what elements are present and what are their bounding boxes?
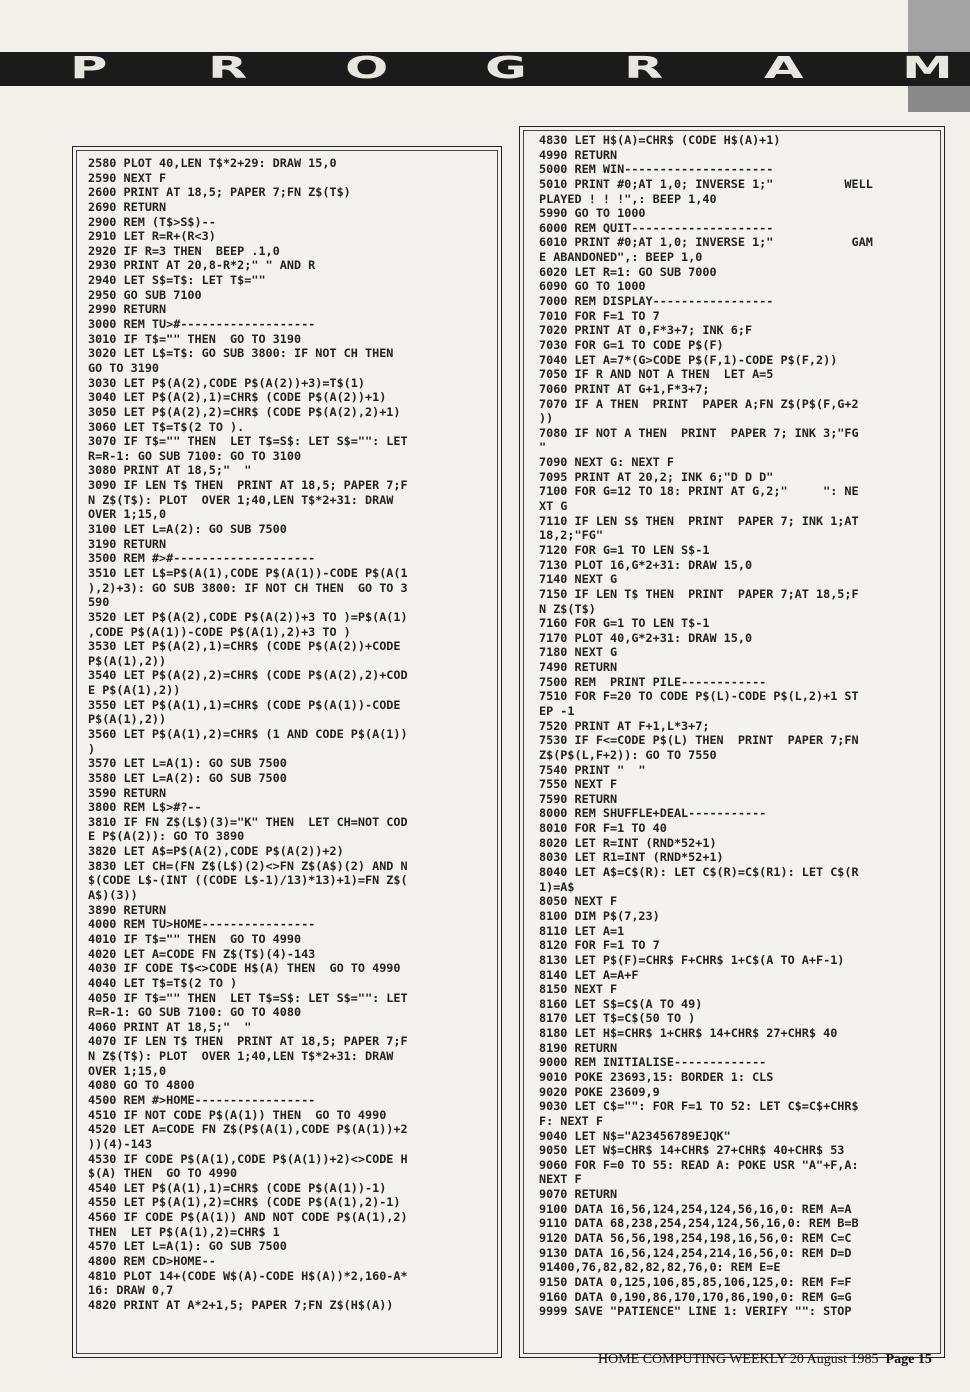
code-line: 3190 RETURN xyxy=(88,536,167,551)
code-line: 3560 LET P$(A(1),2)=CHR$ (1 AND CODE P$(A(1)) xyxy=(88,726,408,741)
left-program-listing xyxy=(88,156,408,1313)
code-line: )) xyxy=(539,411,554,426)
code-line: 9130 DATA 16,56,124,254,214,16,56,0: REM D=D xyxy=(539,1245,852,1260)
code-line: 3540 LET P$(A(2),2)=CHR$ (CODE P$(A(2),2)+COD xyxy=(88,668,408,683)
banner-letter: A xyxy=(764,51,804,86)
code-line: 9100 DATA 16,56,124,254,124,56,16,0: REM A=A xyxy=(539,1201,852,1216)
code-line: 4550 LET P$(A(1),2)=CHR$ (CODE P$(A(1),2)-1) xyxy=(88,1195,401,1210)
code-line: 9120 DATA 56,56,198,254,198,16,56,0: REM C=C xyxy=(539,1231,852,1246)
page-footer xyxy=(598,1352,932,1368)
code-line: 7510 FOR F=20 TO CODE P$(L)-CODE P$(L,2)+1 ST xyxy=(539,689,859,704)
code-line: 7050 IF R AND NOT A THEN LET A=5 xyxy=(539,367,774,382)
code-line: 8000 REM SHUFFLE+DEAL----------- xyxy=(539,806,767,821)
code-line: 4080 GO TO 4800 xyxy=(88,1078,195,1093)
code-line: 7500 REM PRINT PILE------------ xyxy=(539,674,767,689)
code-line: EP -1 xyxy=(539,703,575,718)
code-line: 4510 IF NOT CODE P$(A(1)) THEN GO TO 4990 xyxy=(88,1107,387,1122)
code-line: 2910 LET R=R+(R<3) xyxy=(88,229,216,244)
code-line: 9050 LET W$=CHR$ 14+CHR$ 27+CHR$ 40+CHR$ 53 xyxy=(539,1143,845,1158)
code-line: 4070 IF LEN T$ THEN PRINT AT 18,5; PAPER 7;F xyxy=(88,1034,408,1049)
code-line: 9020 POKE 23609,9 xyxy=(539,1084,660,1099)
code-line: 1)=A$ xyxy=(539,879,575,894)
code-line: 3890 RETURN xyxy=(88,902,167,917)
code-line: 8040 LET A$=C$(R): LET C$(R)=C$(R1): LET C$(R xyxy=(539,865,859,880)
banner-letter: P xyxy=(70,51,108,86)
code-line: XT G xyxy=(539,499,568,514)
code-line: 3040 LET P$(A(2),1)=CHR$ (CODE P$(A(2))+1) xyxy=(88,390,387,405)
program-banner xyxy=(0,52,970,86)
code-line: ) xyxy=(88,741,96,756)
code-line: P$(A(1),2)) xyxy=(88,712,167,727)
code-line: 2920 IF R=3 THEN BEEP .1,0 xyxy=(88,243,280,258)
code-line: 4540 LET P$(A(1),1)=CHR$ (CODE P$(A(1))-1) xyxy=(88,1180,387,1195)
code-line: PLAYED ! ! !",: BEEP 1,40 xyxy=(539,191,717,206)
code-line: 2930 PRINT AT 20,8-R*2;" " AND R xyxy=(88,258,316,273)
code-line: 4010 IF T$="" THEN GO TO 4990 xyxy=(88,931,302,946)
page-number: Page 15 xyxy=(885,1352,932,1367)
code-line: N Z$(T$) xyxy=(539,601,596,616)
code-line: 7130 PLOT 16,G*2+31: DRAW 15,0 xyxy=(539,557,753,572)
code-line: 8020 LET R=INT (RND*52+1) xyxy=(539,835,717,850)
code-line: R=R-1: GO SUB 7100: GO TO 3100 xyxy=(88,448,302,463)
code-line: 8120 FOR F=1 TO 7 xyxy=(539,938,660,953)
page-tab-marker-light xyxy=(908,0,970,52)
code-line: 7140 NEXT G xyxy=(539,572,618,587)
code-line: 2990 RETURN xyxy=(88,302,167,317)
code-line: 8190 RETURN xyxy=(539,1040,618,1055)
code-line: OVER 1;15,0 xyxy=(88,1063,167,1078)
code-line: 18,2;"FG" xyxy=(539,528,603,543)
code-line: 3050 LET P$(A(2),2)=CHR$ (CODE P$(A(2),2)+1) xyxy=(88,404,401,419)
code-line: 7070 IF A THEN PRINT PAPER A;FN Z$(P$(F,G+2 xyxy=(539,396,859,411)
code-line: 8140 LET A=A+F xyxy=(539,967,639,982)
code-line: 9060 FOR F=0 TO 55: READ A: POKE USR "A"+F,A: xyxy=(539,1157,859,1172)
code-line: 7095 PRINT AT 20,2; INK 6;"D D D" xyxy=(539,469,774,484)
right-program-listing xyxy=(539,133,873,1319)
code-line: 4530 IF CODE P$(A(1),CODE P$(A(1))+2)<>CODE H xyxy=(88,1151,408,1166)
code-line: 4050 IF T$="" THEN LET T$=S$: LET S$="": LET xyxy=(88,990,408,1005)
banner-letter: R xyxy=(208,51,248,86)
code-line: 4830 LET H$(A)=CHR$ (CODE H$(A)+1) xyxy=(539,133,781,147)
code-line: 8050 NEXT F xyxy=(539,894,618,909)
code-line: 3070 IF T$="" THEN LET T$=S$: LET S$="": LET xyxy=(88,434,408,449)
code-line: 9010 POKE 23693,15: BORDER 1: CLS xyxy=(539,1070,774,1084)
code-line: 5990 GO TO 1000 xyxy=(539,206,646,221)
code-line: 6000 REM QUIT-------------------- xyxy=(539,220,774,235)
code-line: $(CODE L$-(INT ((CODE L$-1)/13)*13)+1)=FN Z$( xyxy=(88,873,408,888)
code-line: 7150 IF LEN T$ THEN PRINT PAPER 7;AT 18,5;F xyxy=(539,586,859,601)
code-line: 7160 FOR G=1 TO LEN T$-1 xyxy=(539,616,710,631)
code-line: 6090 GO TO 1000 xyxy=(539,279,646,294)
code-line: 8130 LET P$(F)=CHR$ F+CHR$ 1+C$(A TO A+F-1) xyxy=(539,952,845,967)
publication-info: HOME COMPUTING WEEKLY 20 August 1985 xyxy=(598,1352,879,1367)
code-line: NEXT F xyxy=(539,1172,582,1187)
code-line: 3500 REM #>#-------------------- xyxy=(88,551,316,566)
code-line: 16: DRAW 0,7 xyxy=(88,1283,174,1298)
code-line: 7110 IF LEN S$ THEN PRINT PAPER 7; INK 1;AT xyxy=(539,513,859,528)
code-line: 8160 LET S$=C$(A TO 49) xyxy=(539,996,703,1011)
code-line: 9160 DATA 0,190,86,170,170,86,190,0: REM G=G xyxy=(539,1289,852,1304)
code-line: 4800 REM CD>HOME-- xyxy=(88,1254,216,1269)
code-line: 4820 PRINT AT A*2+1,5; PAPER 7;FN Z$(H$(A)) xyxy=(88,1297,394,1312)
code-line: 7080 IF NOT A THEN PRINT PAPER 7; INK 3;"FG xyxy=(539,425,859,440)
code-line: R=R-1: GO SUB 7100: GO TO 4080 xyxy=(88,1005,302,1020)
code-line: OVER 1;15,0 xyxy=(88,507,167,522)
code-line: 3570 LET L=A(1): GO SUB 7500 xyxy=(88,756,287,771)
code-line: 590 xyxy=(88,595,110,610)
code-line: 4500 REM #>HOME----------------- xyxy=(88,1093,316,1107)
code-line: 9070 RETURN xyxy=(539,1187,618,1202)
code-line: 9150 DATA 0,125,106,85,85,106,125,0: REM F=F xyxy=(539,1274,852,1289)
code-line: 4570 LET L=A(1): GO SUB 7500 xyxy=(88,1239,287,1254)
code-line: 8110 LET A=1 xyxy=(539,923,625,938)
code-line: 4000 REM TU>HOME---------------- xyxy=(88,917,316,932)
code-line: 3550 LET P$(A(1),1)=CHR$ (CODE P$(A(1))-CODE xyxy=(88,697,401,712)
code-line: 3060 LET T$=T$(2 TO ). xyxy=(88,419,245,434)
code-line: 7530 IF F<=CODE P$(L) THEN PRINT PAPER 7;FN xyxy=(539,733,859,748)
code-line: 7060 PRINT AT G+1,F*3+7; xyxy=(539,381,710,396)
code-line: E ABANDONED",: BEEP 1,0 xyxy=(539,250,703,265)
banner-letter: O xyxy=(345,51,389,86)
code-line: 3010 IF T$="" THEN GO TO 3190 xyxy=(88,331,302,346)
code-line: 9110 DATA 68,238,254,254,124,56,16,0: REM B=B xyxy=(539,1216,859,1231)
code-line: 6010 PRINT #0;AT 1,0; INVERSE 1;" GAM xyxy=(539,235,873,250)
code-line: 7170 PLOT 40,G*2+31: DRAW 15,0 xyxy=(539,630,753,645)
code-line: 7490 RETURN xyxy=(539,660,618,675)
code-line: 4520 LET A=CODE FN Z$(P$(A(1),CODE P$(A(1))+2 xyxy=(88,1122,408,1137)
code-line: 7590 RETURN xyxy=(539,791,618,806)
code-line: 7020 PRINT AT 0,F*3+7; INK 6;F xyxy=(539,323,753,338)
banner-letter: R xyxy=(624,51,664,86)
code-line: 3090 IF LEN T$ THEN PRINT AT 18,5; PAPER 7;F xyxy=(88,478,408,493)
code-line: 3820 LET A$=P$(A(2),CODE P$(A(2))+2) xyxy=(88,844,344,859)
code-line: 3810 IF FN Z$(L$)(3)="K" THEN LET CH=NOT COD xyxy=(88,814,408,829)
code-line: 7030 FOR G=1 TO CODE P$(F) xyxy=(539,337,724,352)
code-line: 7100 FOR G=12 TO 18: PRINT AT G,2;" ": NE xyxy=(539,484,859,499)
code-line: 7120 FOR G=1 TO LEN S$-1 xyxy=(539,542,710,557)
code-line: 3080 PRINT AT 18,5;" " xyxy=(88,463,252,478)
code-line: ))(4)-143 xyxy=(88,1136,152,1151)
code-line: 2940 LET S$=T$: LET T$="" xyxy=(88,273,266,288)
code-line: 91400,76,82,82,82,82,76,0: REM E=E xyxy=(539,1260,781,1275)
code-line: P$(A(1),2)) xyxy=(88,653,167,668)
code-line: 6020 LET R=1: GO SUB 7000 xyxy=(539,264,717,279)
code-line: N Z$(T$): PLOT OVER 1;40,LEN T$*2+31: DRAW xyxy=(88,1049,394,1064)
code-line: 3100 LET L=A(2): GO SUB 7500 xyxy=(88,522,287,537)
code-line: 7000 REM DISPLAY----------------- xyxy=(539,294,774,309)
code-line: 8150 NEXT F xyxy=(539,982,618,997)
banner-letter: G xyxy=(485,51,527,86)
code-line: E P$(A(2)): GO TO 3890 xyxy=(88,829,245,844)
code-line: 4560 IF CODE P$(A(1)) AND NOT CODE P$(A(1),2) xyxy=(88,1210,408,1225)
code-line: 7550 NEXT F xyxy=(539,777,618,792)
code-line: 3030 LET P$(A(2),CODE P$(A(2))+3)=T$(1) xyxy=(88,375,365,390)
code-line: 3000 REM TU>#------------------- xyxy=(88,317,316,332)
code-line: 3510 LET L$=P$(A(1),CODE P$(A(1))-CODE P$(A(1 xyxy=(88,565,408,580)
code-line: 9030 LET C$="": FOR F=1 TO 52: LET C$=C$+CHR$ xyxy=(539,1099,859,1114)
code-line: 8010 FOR F=1 TO 40 xyxy=(539,821,667,836)
code-line: 2950 GO SUB 7100 xyxy=(88,287,202,302)
code-line: 9040 LET N$="A23456789EJQK" xyxy=(539,1128,731,1143)
code-line: 8030 LET R1=INT (RND*52+1) xyxy=(539,850,724,865)
code-line: 3580 LET L=A(2): GO SUB 7500 xyxy=(88,770,287,785)
code-line: 4810 PLOT 14+(CODE W$(A)-CODE H$(A))*2,160-A* xyxy=(88,1268,408,1283)
code-line: 4020 LET A=CODE FN Z$(T$)(4)-143 xyxy=(88,946,316,961)
code-line: 9000 REM INITIALISE------------- xyxy=(539,1055,767,1070)
code-line: 5000 REM WIN--------------------- xyxy=(539,162,774,177)
code-line: 8170 LET T$=C$(50 TO ) xyxy=(539,1011,696,1026)
code-line: 3590 RETURN xyxy=(88,785,167,800)
code-line: 7090 NEXT G: NEXT F xyxy=(539,455,674,470)
code-line: 3530 LET P$(A(2),1)=CHR$ (CODE P$(A(2))+CODE xyxy=(88,639,401,654)
code-line: 5010 PRINT #0;AT 1,0; INVERSE 1;" WELL xyxy=(539,176,873,191)
banner-letter: M xyxy=(902,51,953,86)
code-line: 3800 REM L$>#?-- xyxy=(88,800,202,815)
code-line: 7040 LET A=7*(G>CODE P$(F,1)-CODE P$(F,2)) xyxy=(539,352,838,367)
code-line: 4060 PRINT AT 18,5;" " xyxy=(88,1019,252,1034)
code-line: 7520 PRINT AT F+1,L*3+7; xyxy=(539,718,710,733)
code-line: $(A) THEN GO TO 4990 xyxy=(88,1166,238,1181)
code-line: 2690 RETURN xyxy=(88,199,167,214)
code-line: 8100 DIM P$(7,23) xyxy=(539,908,660,923)
code-line: ),2)+3): GO SUB 3800: IF NOT CH THEN GO TO 3 xyxy=(88,580,408,595)
code-line: 7180 NEXT G xyxy=(539,645,618,660)
code-line: 7010 FOR F=1 TO 7 xyxy=(539,308,660,323)
code-line: 4030 IF CODE T$<>CODE H$(A) THEN GO TO 4990 xyxy=(88,961,401,976)
code-line: THEN LET P$(A(1),2)=CHR$ 1 xyxy=(88,1224,280,1239)
code-line: 7540 PRINT " " xyxy=(539,762,646,777)
code-line: F: NEXT F xyxy=(539,1113,603,1128)
code-line: 2600 PRINT AT 18,5; PAPER 7;FN Z$(T$) xyxy=(88,185,351,200)
code-line: N Z$(T$): PLOT OVER 1;40,LEN T$*2+31: DRAW xyxy=(88,492,394,507)
code-line: 2900 REM (T$>S$)-- xyxy=(88,214,216,229)
code-line: GO TO 3190 xyxy=(88,360,160,375)
code-line: 2580 PLOT 40,LEN T$*2+29: DRAW 15,0 xyxy=(88,156,337,170)
code-line: E P$(A(1),2)) xyxy=(88,683,181,698)
code-line: Z$(P$(L,F+2)): GO TO 7550 xyxy=(539,747,717,762)
code-line: 4040 LET T$=T$(2 TO ) xyxy=(88,975,238,990)
code-line: ,CODE P$(A(1))-CODE P$(A(1),2)+3 TO ) xyxy=(88,624,351,639)
code-line: 9999 SAVE "PATIENCE" LINE 1: VERIFY "": STOP xyxy=(539,1304,852,1319)
code-line: 4990 RETURN xyxy=(539,147,618,162)
code-line: 3830 LET CH=(FN Z$(L$)(2)<>FN Z$(A$)(2) AND N xyxy=(88,858,408,873)
code-line: 2590 NEXT F xyxy=(88,170,167,185)
code-line: 3520 LET P$(A(2),CODE P$(A(2))+3 TO )=P$(A(1) xyxy=(88,609,408,624)
code-line: 3020 LET L$=T$: GO SUB 3800: IF NOT CH THEN xyxy=(88,346,394,361)
code-line: " xyxy=(539,440,547,455)
code-line: A$)(3)) xyxy=(88,888,138,903)
code-line: 8180 LET H$=CHR$ 1+CHR$ 14+CHR$ 27+CHR$ 40 xyxy=(539,1026,838,1041)
